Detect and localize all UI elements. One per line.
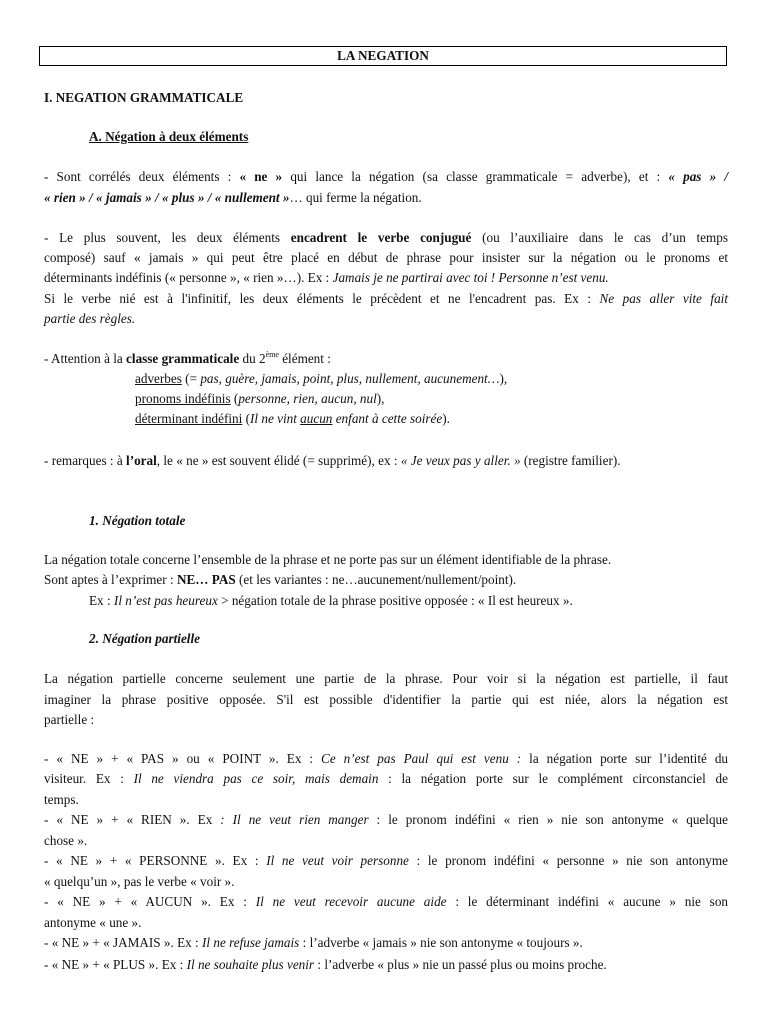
paragraph-line: - Le plus souvent, les deux éléments encadrent le verbe conjugué (ou l’auxiliaire dans le cas d’un temps: [44, 230, 728, 245]
paragraph-line: - remarques : à l’oral, le « ne » est souvent élidé (= supprimé), ex : « Je veux pas y aller. » (registre familier).: [44, 453, 621, 468]
paragraph-line: La négation totale concerne l’ensemble de la phrase et ne porte pas sur un élément identifiable de la phrase.: [44, 552, 612, 567]
document-title: LA NEGATION: [39, 46, 727, 66]
list-item: temps.: [44, 792, 79, 807]
list-item: antonyme « une ».: [44, 915, 142, 930]
paragraph-line: « rien » / « jamais » / « plus » / « nullement »… qui ferme la négation.: [44, 190, 422, 205]
list-item: « quelqu’un », pas le verbe « voir ».: [44, 874, 235, 889]
paragraph-line: composé) sauf « jamais » qui peut être placé en début de phrase pour insister sur la négation ou le pronoms et: [44, 250, 728, 265]
subsection-heading-2: 2. Négation partielle: [89, 631, 200, 646]
subsection-heading-1: 1. Négation totale: [89, 513, 186, 528]
example-line: Ex : Il n’est pas heureux > négation totale de la phrase positive opposée : « Il est heureux ».: [89, 593, 573, 608]
list-item: visiteur. Ex : Il ne viendra pas ce soir, mais demain : la négation porte sur le complément circonstanciel de: [44, 771, 728, 786]
list-item: chose ».: [44, 833, 88, 848]
subsection-heading-a: A. Négation à deux éléments: [89, 129, 249, 144]
list-item: - « NE » + « JAMAIS ». Ex : Il ne refuse jamais : l’adverbe « jamais » nie son antonyme « toujours ».: [44, 935, 583, 950]
paragraph-line: imaginer la phrase positive opposée. S'il est possible d'identifier la partie qui est niée, alors la négation est: [44, 692, 728, 707]
list-item: déterminant indéfini (Il ne vint aucun enfant à cette soirée).: [135, 411, 450, 426]
paragraph-line: partie des règles.: [44, 311, 136, 326]
list-item: - « NE » + « PERSONNE ». Ex : Il ne veut voir personne : le pronom indéfini « personne » nie son antonyme: [44, 853, 728, 868]
paragraph-line: partielle :: [44, 712, 95, 727]
paragraph-line: - Attention à la classe grammaticale du 2ème élément :: [44, 350, 331, 366]
paragraph-line: La négation partielle concerne seulement une partie de la phrase. Pour voir si la négation est partielle, il faut: [44, 671, 728, 686]
list-item: pronoms indéfinis (personne, rien, aucun, nul),: [135, 391, 385, 406]
list-item: - « NE » + « PLUS ». Ex : Il ne souhaite plus venir : l’adverbe « plus » nie un passé plus ou moins proche.: [44, 957, 607, 972]
paragraph-line: Si le verbe nié est à l'infinitif, les deux éléments le précèdent et ne l'encadrent pas. Ex : Ne pas aller vite fait: [44, 291, 728, 306]
list-item: - « NE » + « AUCUN ». Ex : Il ne veut recevoir aucune aide : le déterminant indéfini « aucune » nie son: [44, 894, 729, 909]
list-item: - « NE » + « RIEN ». Ex : Il ne veut rien manger : le pronom indéfini « rien » nie son antonyme « quelque: [44, 812, 728, 827]
paragraph-line: - Sont corrélés deux éléments : « ne » qui lance la négation (sa classe grammaticale = adverbe), et : « pas » /: [44, 169, 729, 184]
list-item: - « NE » + « PAS » ou « POINT ». Ex : Ce n’est pas Paul qui est venu : la négation porte sur l’identité du: [44, 751, 729, 766]
paragraph-line: déterminants indéfinis (« personne », « rien »…). Ex : Jamais je ne partirai avec toi ! Personne n’est venu.: [44, 270, 609, 285]
paragraph-line: Sont aptes à l’exprimer : NE… PAS (et les variantes : ne…aucunement/nullement/point).: [44, 572, 517, 587]
section-heading: I. NEGATION GRAMMATICALE: [44, 90, 244, 105]
list-item: adverbes (= pas, guère, jamais, point, plus, nullement, aucunement…),: [135, 371, 508, 386]
